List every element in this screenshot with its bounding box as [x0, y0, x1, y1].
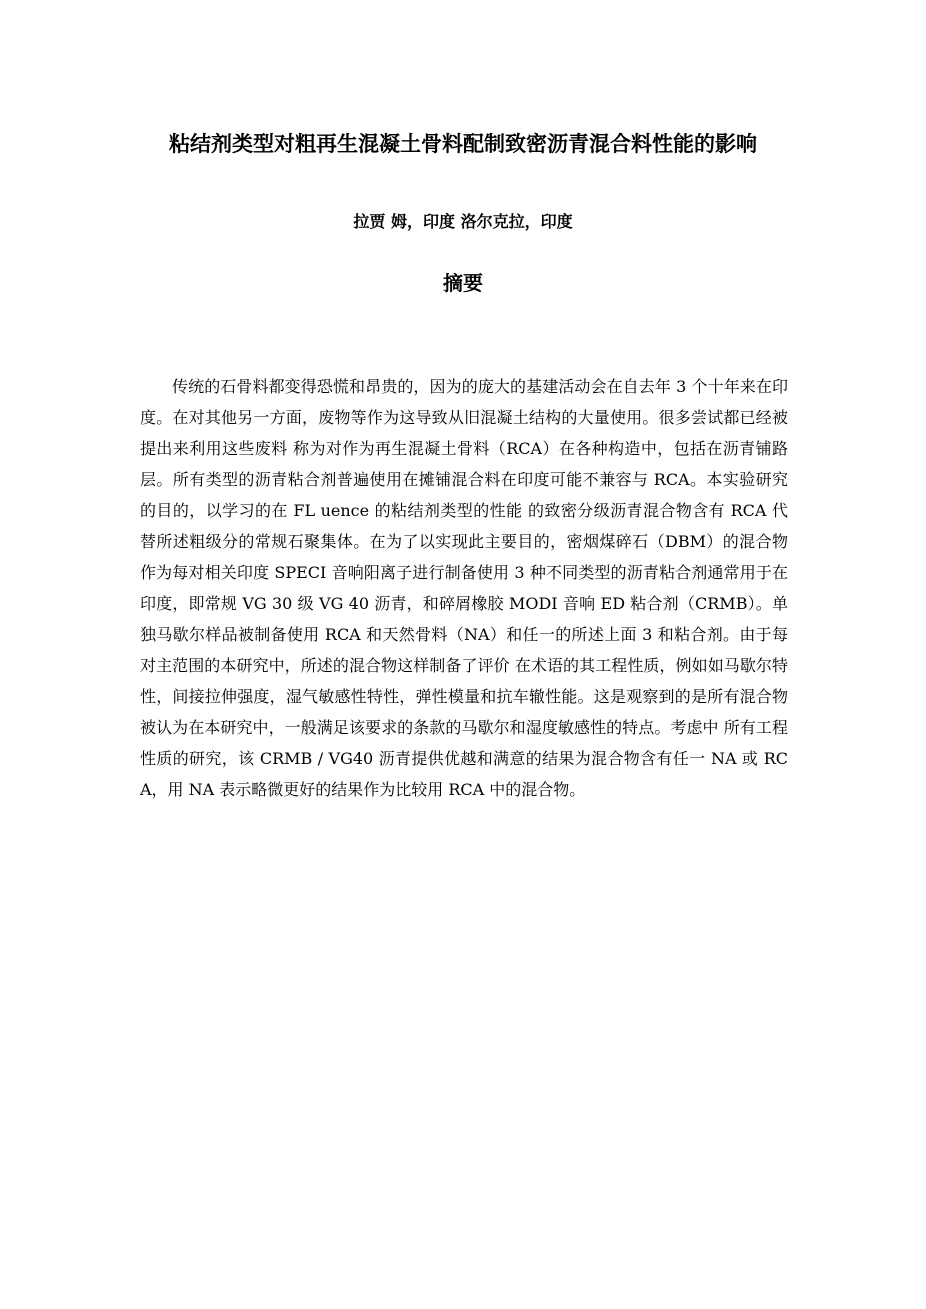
paper-title: 粘结剂类型对粗再生混凝土骨料配制致密沥青混合料性能的影响 [169, 132, 757, 156]
abstract-text: 传统的石骨料都变得恐慌和昂贵的，因为的庞大的基建活动会在自去年 3 个十年来在印度。在对其他另一方面，废物等作为这导致从旧混凝土结构的大量使用。很多尝试都已经被提出来利用这些废料 称为对作为再生混凝土骨料（RCA）在各种构造中，包括在沥青铺路层。所有类型的沥青粘合剂普遍使用在摊铺混合料在印度可能不兼容与 RCA。本实验研究的目的，以学习的在 FL uence 的粘结剂类型的性能 的致密分级沥青混合物含有 RCA 代替所述粗级分的常规石聚集体。在为了以实现此主要目的，密烟煤碎石（DBM）的混合物作为每对相关印度 SPECI 音响阳离子进行制备使用 3 种不同类型的沥青粘合剂通常用于在 印度，即常规 VG 30 级 VG 40 沥青，和碎屑橡胶 MODI 音响 ED 粘合剂（CRMB）。单独马歇尔样品被制备使用 RCA 和天然骨料（NA）和任一的所述上面 3 和粘合剂。由于每对主范围的本研究中，所述的混合物这样制备了评价 在术语的其工程性质，例如如马歇尔特性，间接拉伸强度，湿气敏感性特性，弹性模量和抗车辙性能。这是观察到的是所有混合物被认为在本研究中，一般满足该要求的条款的马歇尔和湿度敏感性的特点。考虑中 所有工程性质的研究，该 CRMB / VG40 沥青提供优越和满意的结果为混合物含有任一 NA 或 RCA，用 NA 表示略微更好的结果作为比较用 RCA 中的混合物。 [140, 377, 788, 799]
abstract-heading: 摘要 [443, 271, 483, 295]
paper-authors: 拉贾 姆，印度 洛尔克拉，印度 [353, 212, 573, 231]
